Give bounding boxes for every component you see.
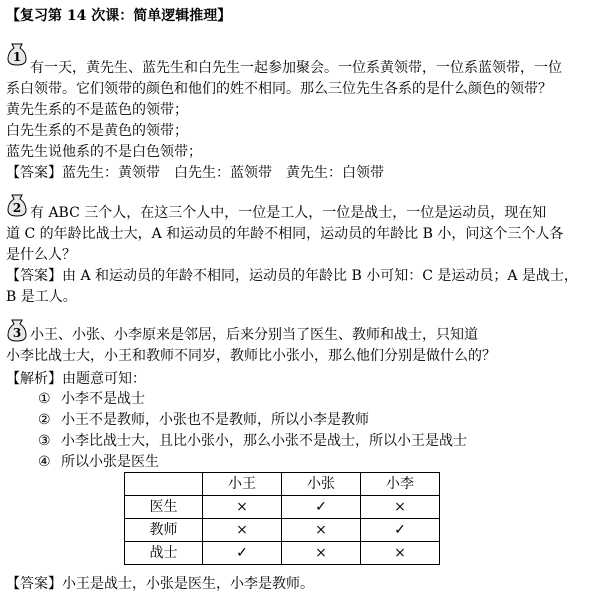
problem-1-line-5: 蓝先生说他系的不是白色领带； [6,144,202,160]
table-cell: ✓ [361,519,440,542]
table-row [125,496,440,519]
problem-3-analysis-label: 【解析】由题意可知： [6,371,146,387]
table-header-cell: 小李 [361,473,440,496]
problem-3-line-2: 小李比战士大，小王和教师不同岁，教师比小张小，那么他们分别是做什么的？ [6,348,496,364]
problem-2-badge-icon [6,193,28,217]
table-cell: × [282,542,361,565]
table-row-label: 战士 [125,542,203,565]
table-cell: × [203,519,282,542]
step-number: ③ [38,433,51,449]
page-title: 【复习第 14 次课：简单逻辑推理】 [6,8,232,24]
table-row-label: 教师 [125,519,203,542]
step-text: 小王不是教师，小张也不是教师，所以小李是教师 [61,412,370,428]
table-header-row [125,473,440,496]
table-row-label: 医生 [125,496,203,519]
problem-2-line-1: 有 ABC 三个人，在这三个人中，一位是工人，一位是战士，一位是运动员，现在知 [30,205,547,221]
analysis-step-1 [38,389,145,409]
step-number: ④ [38,454,51,470]
analysis-step-4 [38,452,159,472]
table-cell: × [282,519,361,542]
svg-text:1: 1 [12,50,22,64]
table-cell: × [361,496,440,519]
step-number: ① [38,391,51,407]
problem-3-badge-icon [6,318,28,342]
table-row [125,542,440,565]
problem-1-answer: 【答案】蓝先生：黄领带 白先生：蓝领带 黄先生：白领带 [6,165,384,181]
step-number: ② [38,412,51,428]
analysis-step-2 [38,410,369,430]
table-cell: ✓ [282,496,361,519]
problem-2-answer-line-2: B 是工人。 [6,289,77,305]
step-text: 所以小张是医生 [61,454,160,470]
problem-3-line-1: 小王、小张、小李原来是邻居，后来分别当了医生、教师和战士，只知道 [30,327,478,343]
table-cell: ✓ [203,542,282,565]
step-text: 小李不是战士 [61,391,146,407]
problem-1-line-1: 有一天，黄先生、蓝先生和白先生一起参加聚会。一位系黄领带，一位系蓝领带，一位 [30,60,562,76]
table-cell: × [203,496,282,519]
problem-2-line-3: 是什么人？ [6,247,76,263]
table-header-cell: 小王 [203,473,282,496]
reasoning-table [124,472,440,565]
problem-1-line-3: 黄先生系的不是蓝色的领带； [6,102,188,118]
table-header-cell: 小张 [282,473,361,496]
problem-2-answer-line-1: 【答案】由 A 和运动员的年龄不相同，运动员的年龄比 B 小可知：C 是运动员；A 是战士， [6,268,578,284]
step-text: 小李比战士大，且比小张小，那么小张不是战士，所以小王是战士 [61,433,468,449]
problem-2-line-2: 道 C 的年龄比战士大，A 和运动员的年龄不相同，运动员的年龄比 B 小，问这个三个人各 [6,226,564,242]
table-header-cell [125,473,203,496]
problem-1-line-2: 系白领带。它们领带的颜色和他们的姓不相同。那么三位先生各系的是什么颜色的领带？ [6,81,552,97]
svg-text:2: 2 [12,201,22,215]
analysis-step-3 [38,431,467,451]
svg-text:3: 3 [12,326,22,340]
problem-1-badge-icon [6,42,28,66]
table-row [125,519,440,542]
problem-1-line-4: 白先生系的不是黄色的领带； [6,123,188,139]
table-cell: × [361,542,440,565]
problem-3-answer: 【答案】小王是战士，小张是医生，小李是教师。 [6,576,314,592]
